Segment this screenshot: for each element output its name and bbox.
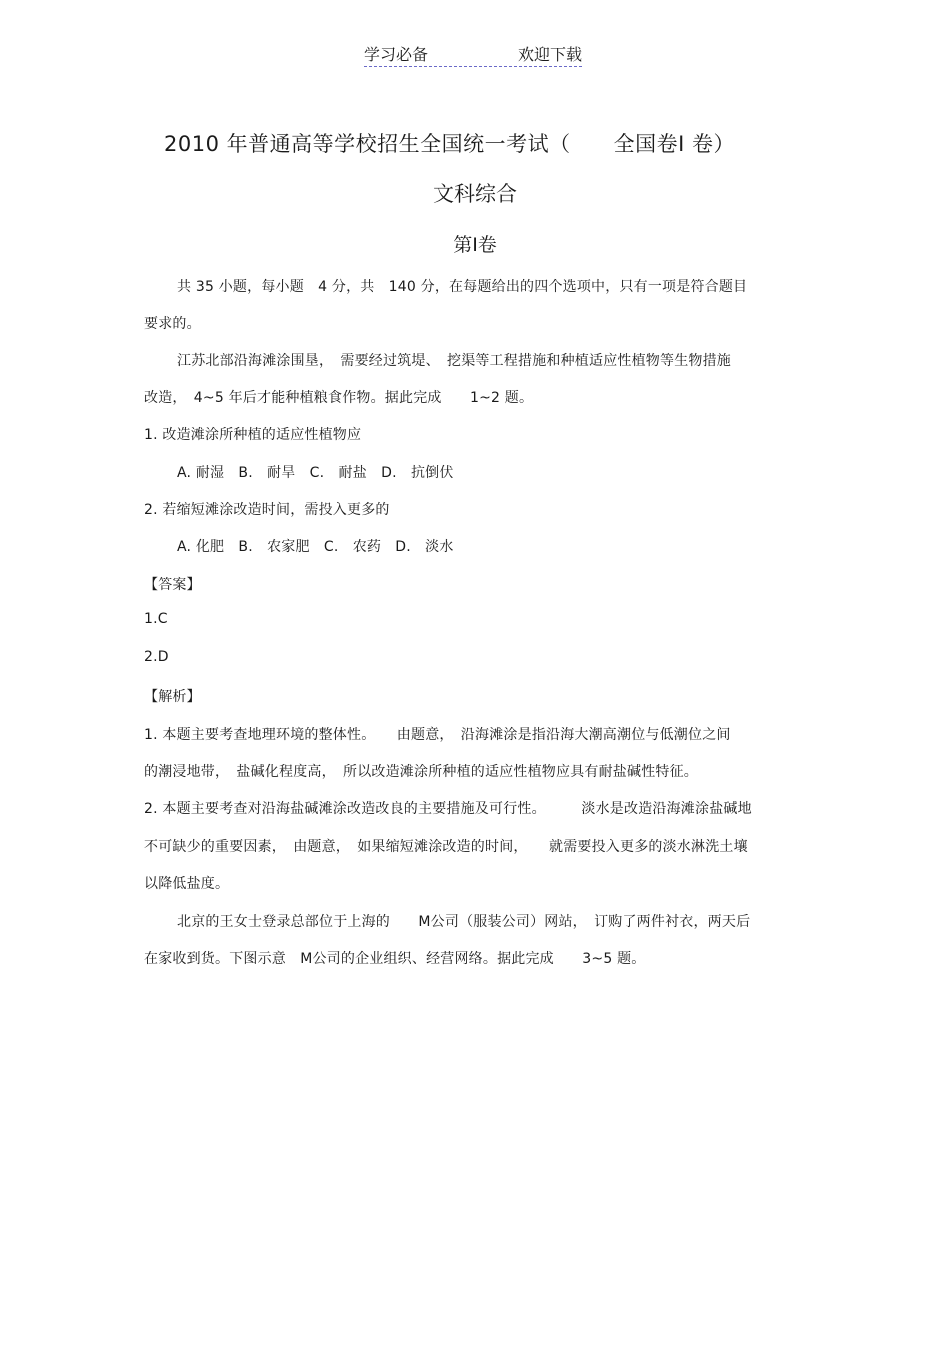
question-1-options: A. 耐湿 B. 耐旱 C. 耐盐 D. 抗倒伏 — [177, 465, 454, 481]
page-header — [364, 42, 582, 67]
context-2-line-2: 在家收到货。下图示意 M公司的企业组织、经营网络。据此完成 3~5 题。 — [144, 951, 646, 967]
header-right-text: 欢迎下载 — [517, 45, 582, 64]
analysis-1-line-1: 1. 本题主要考查地理环境的整体性。 由题意， 沿海滩涂是指沿海大潮高潮位与低潮位之间 — [144, 727, 731, 743]
instruction-line-1: 共 35 小题，每小题 4 分，共 140 分，在每题给出的四个选项中，只有一项是符合题目 — [177, 279, 748, 295]
analysis-2-line-3: 以降低盐度。 — [144, 876, 230, 892]
instruction-line-2: 要求的。 — [144, 316, 201, 332]
context-line-2: 改造， 4~5 年后才能种植粮食作物。据此完成 1~2 题。 — [144, 390, 534, 406]
analysis-2-line-1: 2. 本题主要考查对沿海盐碱滩涂改造改良的主要措施及可行性。 淡水是改造沿海滩涂盐碱地 — [144, 801, 752, 817]
section-heading: 第Ⅰ卷 — [453, 234, 497, 256]
question-2: 2. 若缩短滩涂改造时间，需投入更多的 — [144, 502, 390, 518]
question-2-options: A. 化肥 B. 农家肥 C. 农药 D. 淡水 — [177, 539, 454, 555]
analysis-heading: 【解析】 — [144, 689, 201, 705]
analysis-1-line-2: 的潮浸地带， 盐碱化程度高， 所以改造滩涂所种植的适应性植物应具有耐盐碱性特征。 — [144, 764, 698, 780]
analysis-2-line-2: 不可缺少的重要因素， 由题意， 如果缩短滩涂改造的时间， 就需要投入更多的淡水淋洗土壤 — [144, 839, 748, 855]
exam-subtitle: 文科综合 — [433, 182, 517, 206]
question-1: 1. 改造滩涂所种植的适应性植物应 — [144, 427, 362, 443]
answer-2: 2.D — [144, 649, 169, 665]
context-2-line-1: 北京的王女士登录总部位于上海的 M公司（服装公司）网站， 订购了两件衬衣，两天后 — [177, 914, 751, 930]
answer-heading: 【答案】 — [144, 577, 201, 593]
context-line-1: 江苏北部沿海滩涂围垦， 需要经过筑堤、 挖渠等工程措施和种植适应性植物等生物措施 — [177, 353, 731, 369]
answer-1: 1.C — [144, 611, 168, 627]
exam-title: 2010 年普通高等学校招生全国统一考试（ 全国卷Ⅰ 卷） — [164, 132, 735, 156]
header-left-text: 学习必备 — [364, 45, 429, 64]
